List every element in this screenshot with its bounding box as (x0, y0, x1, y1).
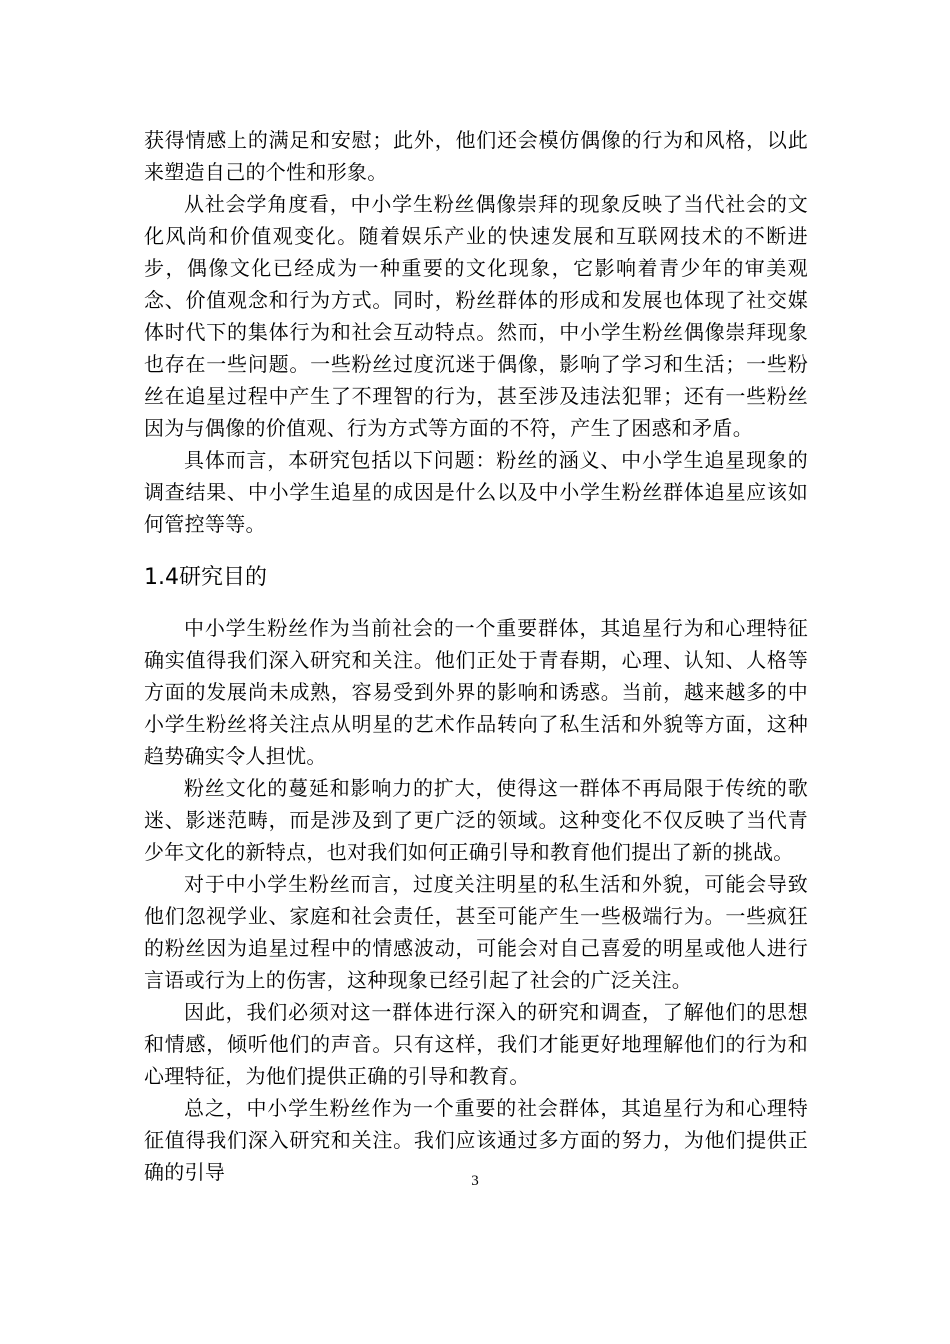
paragraph-purpose-4: 因此，我们必须对这一群体进行深入的研究和调查，了解他们的思想和情感，倾听他们的声音。只有这样，我们才能更好地理解他们的行为和心理特征，为他们提供正确的引导和教育。 (144, 1000, 808, 1088)
paragraph-purpose-1: 中小学生粉丝作为当前社会的一个重要群体，其追星行为和心理特征确实值得我们深入研究和关注。他们正处于青春期，心理、认知、人格等方面的发展尚未成熟，容易受到外界的影响和诱惑。当前，越来越多的中小学生粉丝将关注点从明星的艺术作品转向了私生活和外貌等方面，这种趋势确实令人担忧。 (144, 616, 808, 768)
page-content (144, 124, 808, 1188)
paragraph-sociology: 从社会学角度看，中小学生粉丝偶像崇拜的现象反映了当代社会的文化风尚和价值观变化。随着娱乐产业的快速发展和互联网技术的不断进步，偶像文化已经成为一种重要的文化现象，它影响着青少年的审美观念、价值观念和行为方式。同时，粉丝群体的形成和发展也体现了社交媒体时代下的集体行为和社会互动特点。然而，中小学生粉丝偶像崇拜现象也存在一些问题。一些粉丝过度沉迷于偶像，影响了学习和生活；一些粉丝在追星过程中产生了不理智的行为，甚至涉及违法犯罪；还有一些粉丝因为与偶像的价值观、行为方式等方面的不符，产生了困惑和矛盾。 (144, 192, 808, 440)
section-heading: 1.4研究目的 (144, 565, 267, 590)
paragraph-continued: 获得情感上的满足和安慰；此外，他们还会模仿偶像的行为和风格，以此来塑造自己的个性和形象。 (144, 128, 808, 184)
paragraph-research-questions: 具体而言，本研究包括以下问题：粉丝的涵义、中小学生追星现象的调查结果、中小学生追星的成因是什么以及中小学生粉丝群体追星应该如何管控等等。 (144, 448, 808, 536)
paragraph-purpose-3: 对于中小学生粉丝而言，过度关注明星的私生活和外貌，可能会导致他们忽视学业、家庭和社会责任，甚至可能产生一些极端行为。一些疯狂的粉丝因为追星过程中的情感波动，可能会对自己喜爱的明星或他人进行言语或行为上的伤害，这种现象已经引起了社会的广泛关注。 (144, 872, 808, 992)
page-number: 3 (471, 1173, 479, 1189)
paragraph-purpose-2: 粉丝文化的蔓延和影响力的扩大，使得这一群体不再局限于传统的歌迷、影迷范畴，而是涉及到了更广泛的领域。这种变化不仅反映了当代青少年文化的新特点，也对我们如何正确引导和教育他们提出了新的挑战。 (144, 776, 808, 864)
paragraph-purpose-5: 总之，中小学生粉丝作为一个重要的社会群体，其追星行为和心理特征值得我们深入研究和关注。我们应该通过多方面的努力，为他们提供正确的引导 (144, 1096, 808, 1184)
